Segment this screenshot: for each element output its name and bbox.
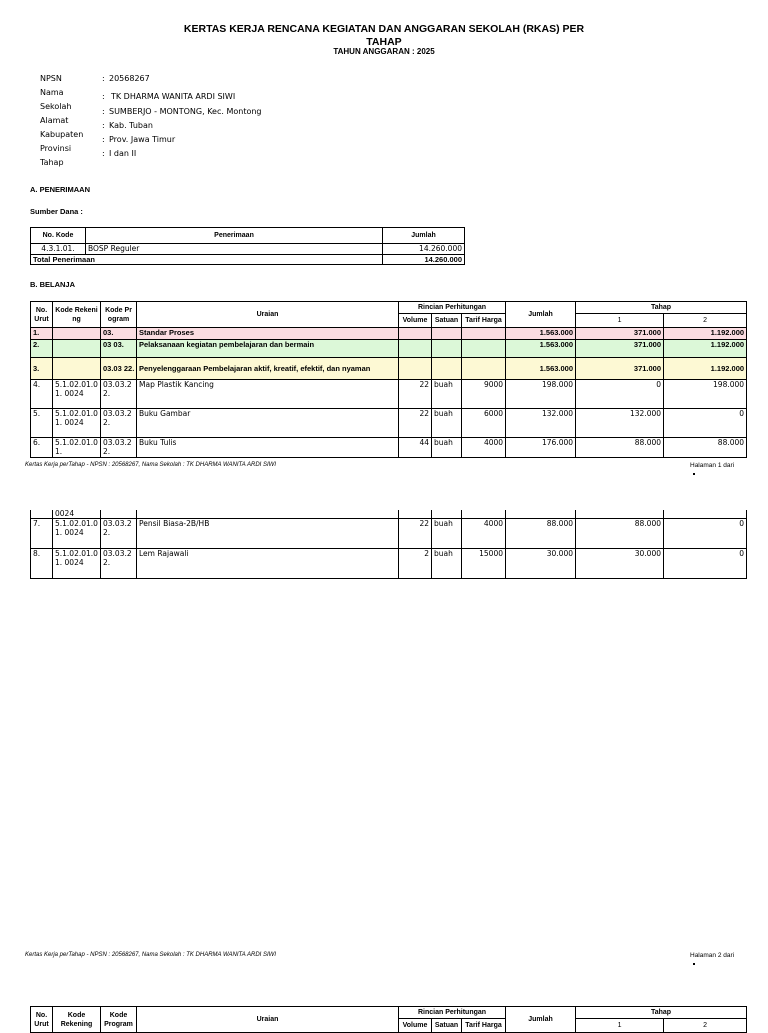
cell-rekening: 5.1.02.01.0 1. 0024	[53, 409, 101, 438]
info-colon: :	[102, 121, 105, 130]
cell-tarif: 4000	[462, 438, 506, 458]
cell-tahap2	[664, 510, 747, 518]
header-rincian: Rincian Perhitungan	[399, 302, 506, 314]
cell-uraian: Standar Proses	[137, 328, 399, 340]
cell-no	[31, 510, 53, 518]
cell-satuan	[432, 358, 462, 380]
cell-tarif	[462, 358, 506, 380]
header-jumlah: Jumlah	[506, 1007, 576, 1033]
header-program-text: Program	[104, 1020, 133, 1028]
footer-dot	[693, 473, 695, 475]
cell-tahap2: 1.192.000	[664, 340, 747, 358]
header-penerimaan: Penerimaan	[86, 228, 383, 244]
header-kode-rekening: Kode Rekening	[53, 302, 101, 328]
header-jumlah: Jumlah	[506, 302, 576, 328]
cell-tahap2: 198.000	[664, 380, 747, 409]
header-volume: Volume	[399, 314, 432, 328]
info-value-tahap: I dan II	[109, 149, 137, 158]
info-colon: :	[102, 107, 105, 116]
info-colon: :	[102, 149, 105, 158]
page-number: Halaman 2 dari	[690, 952, 735, 959]
info-colon: :	[102, 92, 105, 101]
cell-satuan	[432, 510, 462, 518]
cell-no: 2.	[31, 340, 53, 358]
table-row	[31, 358, 747, 380]
cell-no: 8.	[31, 548, 53, 578]
cell-program: 03.	[101, 328, 137, 340]
info-value-kabupaten: Kab. Tuban	[109, 121, 153, 130]
cell-jumlah: 88.000	[506, 518, 576, 548]
cell-uraian	[137, 510, 399, 518]
header-no-text: No.	[35, 1011, 48, 1019]
cell-rekening: 5.1.02.01.0 1. 0024	[53, 380, 101, 409]
cell-program: 03 03.	[101, 340, 137, 358]
total-row	[31, 255, 465, 265]
cell-volume	[399, 340, 432, 358]
info-colon: :	[102, 74, 105, 83]
header-tarif: Tarif Harga	[462, 314, 506, 328]
table-row-continuation	[31, 510, 747, 518]
header-tahap-1: 1	[576, 314, 664, 328]
cell-satuan: buah	[432, 518, 462, 548]
header-tarif: Tarif Harga	[462, 1019, 506, 1033]
header-kode-program	[101, 1007, 137, 1033]
cell-jumlah: 1.563.000	[506, 328, 576, 340]
header-volume: Volume	[399, 1019, 432, 1033]
cell-jumlah: 132.000	[506, 409, 576, 438]
page-footer-text: Kertas Kerja perTahap - NPSN : 20568267, Nama Sekolah : TK DHARMA WANITA ARDI SIWI	[25, 462, 276, 468]
document-subtitle: TAHUN ANGGARAN : 2025	[333, 47, 435, 56]
cell-tahap1: 0	[576, 380, 664, 409]
info-value-nama: TK DHARMA WANITA ARDI SIWI	[111, 92, 236, 101]
cell-rekening: 5.1.02.01.0 1.	[53, 438, 101, 458]
header-jumlah: Jumlah	[383, 228, 465, 244]
page-footer-text: Kertas Kerja perTahap - NPSN : 20568267, Nama Sekolah : TK DHARMA WANITA ARDI SIWI	[25, 952, 276, 958]
cell-no: 6.	[31, 438, 53, 458]
cell-tarif: 4000	[462, 518, 506, 548]
cell-rekening: 5.1.02.01.0 1. 0024	[53, 548, 101, 578]
cell-no: 1.	[31, 328, 53, 340]
cell-program	[101, 510, 137, 518]
cell-uraian: Pelaksanaan kegiatan pembelajaran dan bermain	[137, 340, 399, 358]
cell-tahap1: 371.000	[576, 328, 664, 340]
cell-program: 03.03.2 2.	[101, 409, 137, 438]
info-label-tahap: Tahap	[40, 158, 64, 167]
info-label-kabupaten: Kabupaten	[40, 130, 84, 139]
cell-no: 5.	[31, 409, 53, 438]
cell-program: 03.03.2 2.	[101, 548, 137, 578]
cell-tahap1: 371.000	[576, 340, 664, 358]
cell-jumlah: 1.563.000	[506, 340, 576, 358]
cell-satuan: buah	[432, 438, 462, 458]
cell-no: 7.	[31, 518, 53, 548]
cell-tahap2: 0	[664, 409, 747, 438]
cell-rekening	[53, 358, 101, 380]
table-row	[31, 409, 747, 438]
info-value-provinsi: Prov. Jawa Timur	[109, 135, 176, 144]
cell-tahap2: 1.192.000	[664, 358, 747, 380]
cell-volume	[399, 358, 432, 380]
cell-program: 03.03.2 2.	[101, 438, 137, 458]
header-tahap: Tahap	[576, 302, 747, 314]
cell-tarif: 15000	[462, 548, 506, 578]
header-no-kode: No. Kode	[31, 228, 86, 244]
cell-uraian: Penyelenggaraan Pembelajaran aktif, kreatif, efektif, dan nyaman	[137, 358, 399, 380]
table-row	[31, 340, 747, 358]
header-tahap-2: 2	[664, 1019, 747, 1033]
cell-tarif	[462, 328, 506, 340]
belanja-table-page1	[30, 301, 747, 458]
cell-tahap2: 0	[664, 518, 747, 548]
cell-jumlah: 198.000	[506, 380, 576, 409]
header-no-urut	[31, 1007, 53, 1033]
cell-tarif: 6000	[462, 409, 506, 438]
cell-satuan: buah	[432, 548, 462, 578]
cell-tahap2: 88.000	[664, 438, 747, 458]
footer-dot	[693, 963, 695, 965]
table-row	[31, 518, 747, 548]
header-satuan: Satuan	[432, 1019, 462, 1033]
section-belanja-title: B. BELANJA	[30, 280, 76, 289]
section-penerimaan-title: A. PENERIMAAN	[30, 185, 91, 194]
table-row	[31, 244, 465, 255]
cell-volume: 22	[399, 380, 432, 409]
cell-tahap1	[576, 510, 664, 518]
penerimaan-nama: BOSP Reguler	[86, 244, 383, 255]
cell-volume	[399, 328, 432, 340]
penerimaan-table	[30, 227, 465, 265]
page-number: Halaman 1 dari	[690, 462, 735, 469]
cell-volume: 22	[399, 409, 432, 438]
cell-no: 4.	[31, 380, 53, 409]
cell-tahap2: 1.192.000	[664, 328, 747, 340]
table-row	[31, 438, 747, 458]
cell-satuan: buah	[432, 409, 462, 438]
cell-volume: 44	[399, 438, 432, 458]
total-penerimaan-value: 14.260.000	[383, 255, 465, 265]
header-tahap-1: 1	[576, 1019, 664, 1033]
cell-uraian: Lem Rajawali	[137, 548, 399, 578]
cell-volume	[399, 510, 432, 518]
cell-tahap1: 88.000	[576, 518, 664, 548]
cell-rekening	[53, 328, 101, 340]
cell-satuan	[432, 328, 462, 340]
header-uraian: Uraian	[137, 1007, 399, 1033]
title-line-1: KERTAS KERJA RENCANA KEGIATAN DAN ANGGARAN SEKOLAH (RKAS) PER	[183, 23, 585, 35]
cell-tahap2: 0	[664, 548, 747, 578]
cell-uraian: Pensil Biasa-2B/HB	[137, 518, 399, 548]
cell-volume: 22	[399, 518, 432, 548]
cell-jumlah: 30.000	[506, 548, 576, 578]
header-kode-text: Kode	[67, 1011, 86, 1019]
cell-satuan	[432, 340, 462, 358]
cell-program: 03.03.2 2.	[101, 518, 137, 548]
header-no-urut: No. Urut	[31, 302, 53, 328]
info-label-npsn: NPSN	[40, 74, 62, 83]
info-value-npsn: 20568267	[109, 74, 150, 83]
header-satuan: Satuan	[432, 314, 462, 328]
document-title	[0, 23, 768, 49]
total-penerimaan-label: Total Penerimaan	[31, 255, 383, 265]
header-uraian: Uraian	[137, 302, 399, 328]
header-rekening-text: Rekening	[60, 1020, 93, 1028]
info-label-nama: Nama	[40, 88, 64, 97]
penerimaan-jumlah: 14.260.000	[383, 244, 465, 255]
info-colon: :	[102, 135, 105, 144]
cell-tahap1: 30.000	[576, 548, 664, 578]
sumber-dana-label: Sumber Dana :	[30, 207, 83, 216]
penerimaan-kode: 4.3.1.01.	[31, 244, 86, 255]
info-label-provinsi: Provinsi	[40, 144, 72, 153]
cell-tahap1: 132.000	[576, 409, 664, 438]
cell-uraian: Map Plastik Kancing	[137, 380, 399, 409]
cell-rekening	[53, 340, 101, 358]
header-kode-rekening	[53, 1007, 101, 1033]
cell-tahap1: 371.000	[576, 358, 664, 380]
table-row	[31, 328, 747, 340]
table-row	[31, 380, 747, 409]
cell-tarif	[462, 510, 506, 518]
cell-no: 3.	[31, 358, 53, 380]
header-kode-program: Kode Program	[101, 302, 137, 328]
header-tahap: Tahap	[576, 1007, 747, 1019]
info-value-alamat: SUMBERJO - MONTONG, Kec. Montong	[109, 107, 262, 116]
cell-satuan: buah	[432, 380, 462, 409]
title-line-2: TAHAP	[366, 36, 402, 48]
cell-rekening: 5.1.02.01.0 1. 0024	[53, 518, 101, 548]
cell-program: 03.03.2 2.	[101, 380, 137, 409]
header-kode-text: Kode	[109, 1011, 128, 1019]
cell-tarif: 9000	[462, 380, 506, 409]
header-rincian: Rincian Perhitungan	[399, 1007, 506, 1019]
cell-volume: 2	[399, 548, 432, 578]
cell-uraian: Buku Tulis	[137, 438, 399, 458]
belanja-table-page3-header	[30, 1006, 747, 1033]
table-row	[31, 548, 747, 578]
info-label-sekolah: Sekolah	[40, 102, 72, 111]
header-urut-text: Urut	[34, 1020, 49, 1028]
belanja-table-page2	[30, 510, 747, 579]
header-tahap-2: 2	[664, 314, 747, 328]
cell-program: 03.03 22.	[101, 358, 137, 380]
cell-rekening: 0024	[53, 510, 101, 518]
info-label-alamat: Alamat	[40, 116, 69, 125]
cell-tahap1: 88.000	[576, 438, 664, 458]
cell-tarif	[462, 340, 506, 358]
cell-jumlah: 1.563.000	[506, 358, 576, 380]
cell-jumlah	[506, 510, 576, 518]
cell-uraian: Buku Gambar	[137, 409, 399, 438]
cell-jumlah: 176.000	[506, 438, 576, 458]
